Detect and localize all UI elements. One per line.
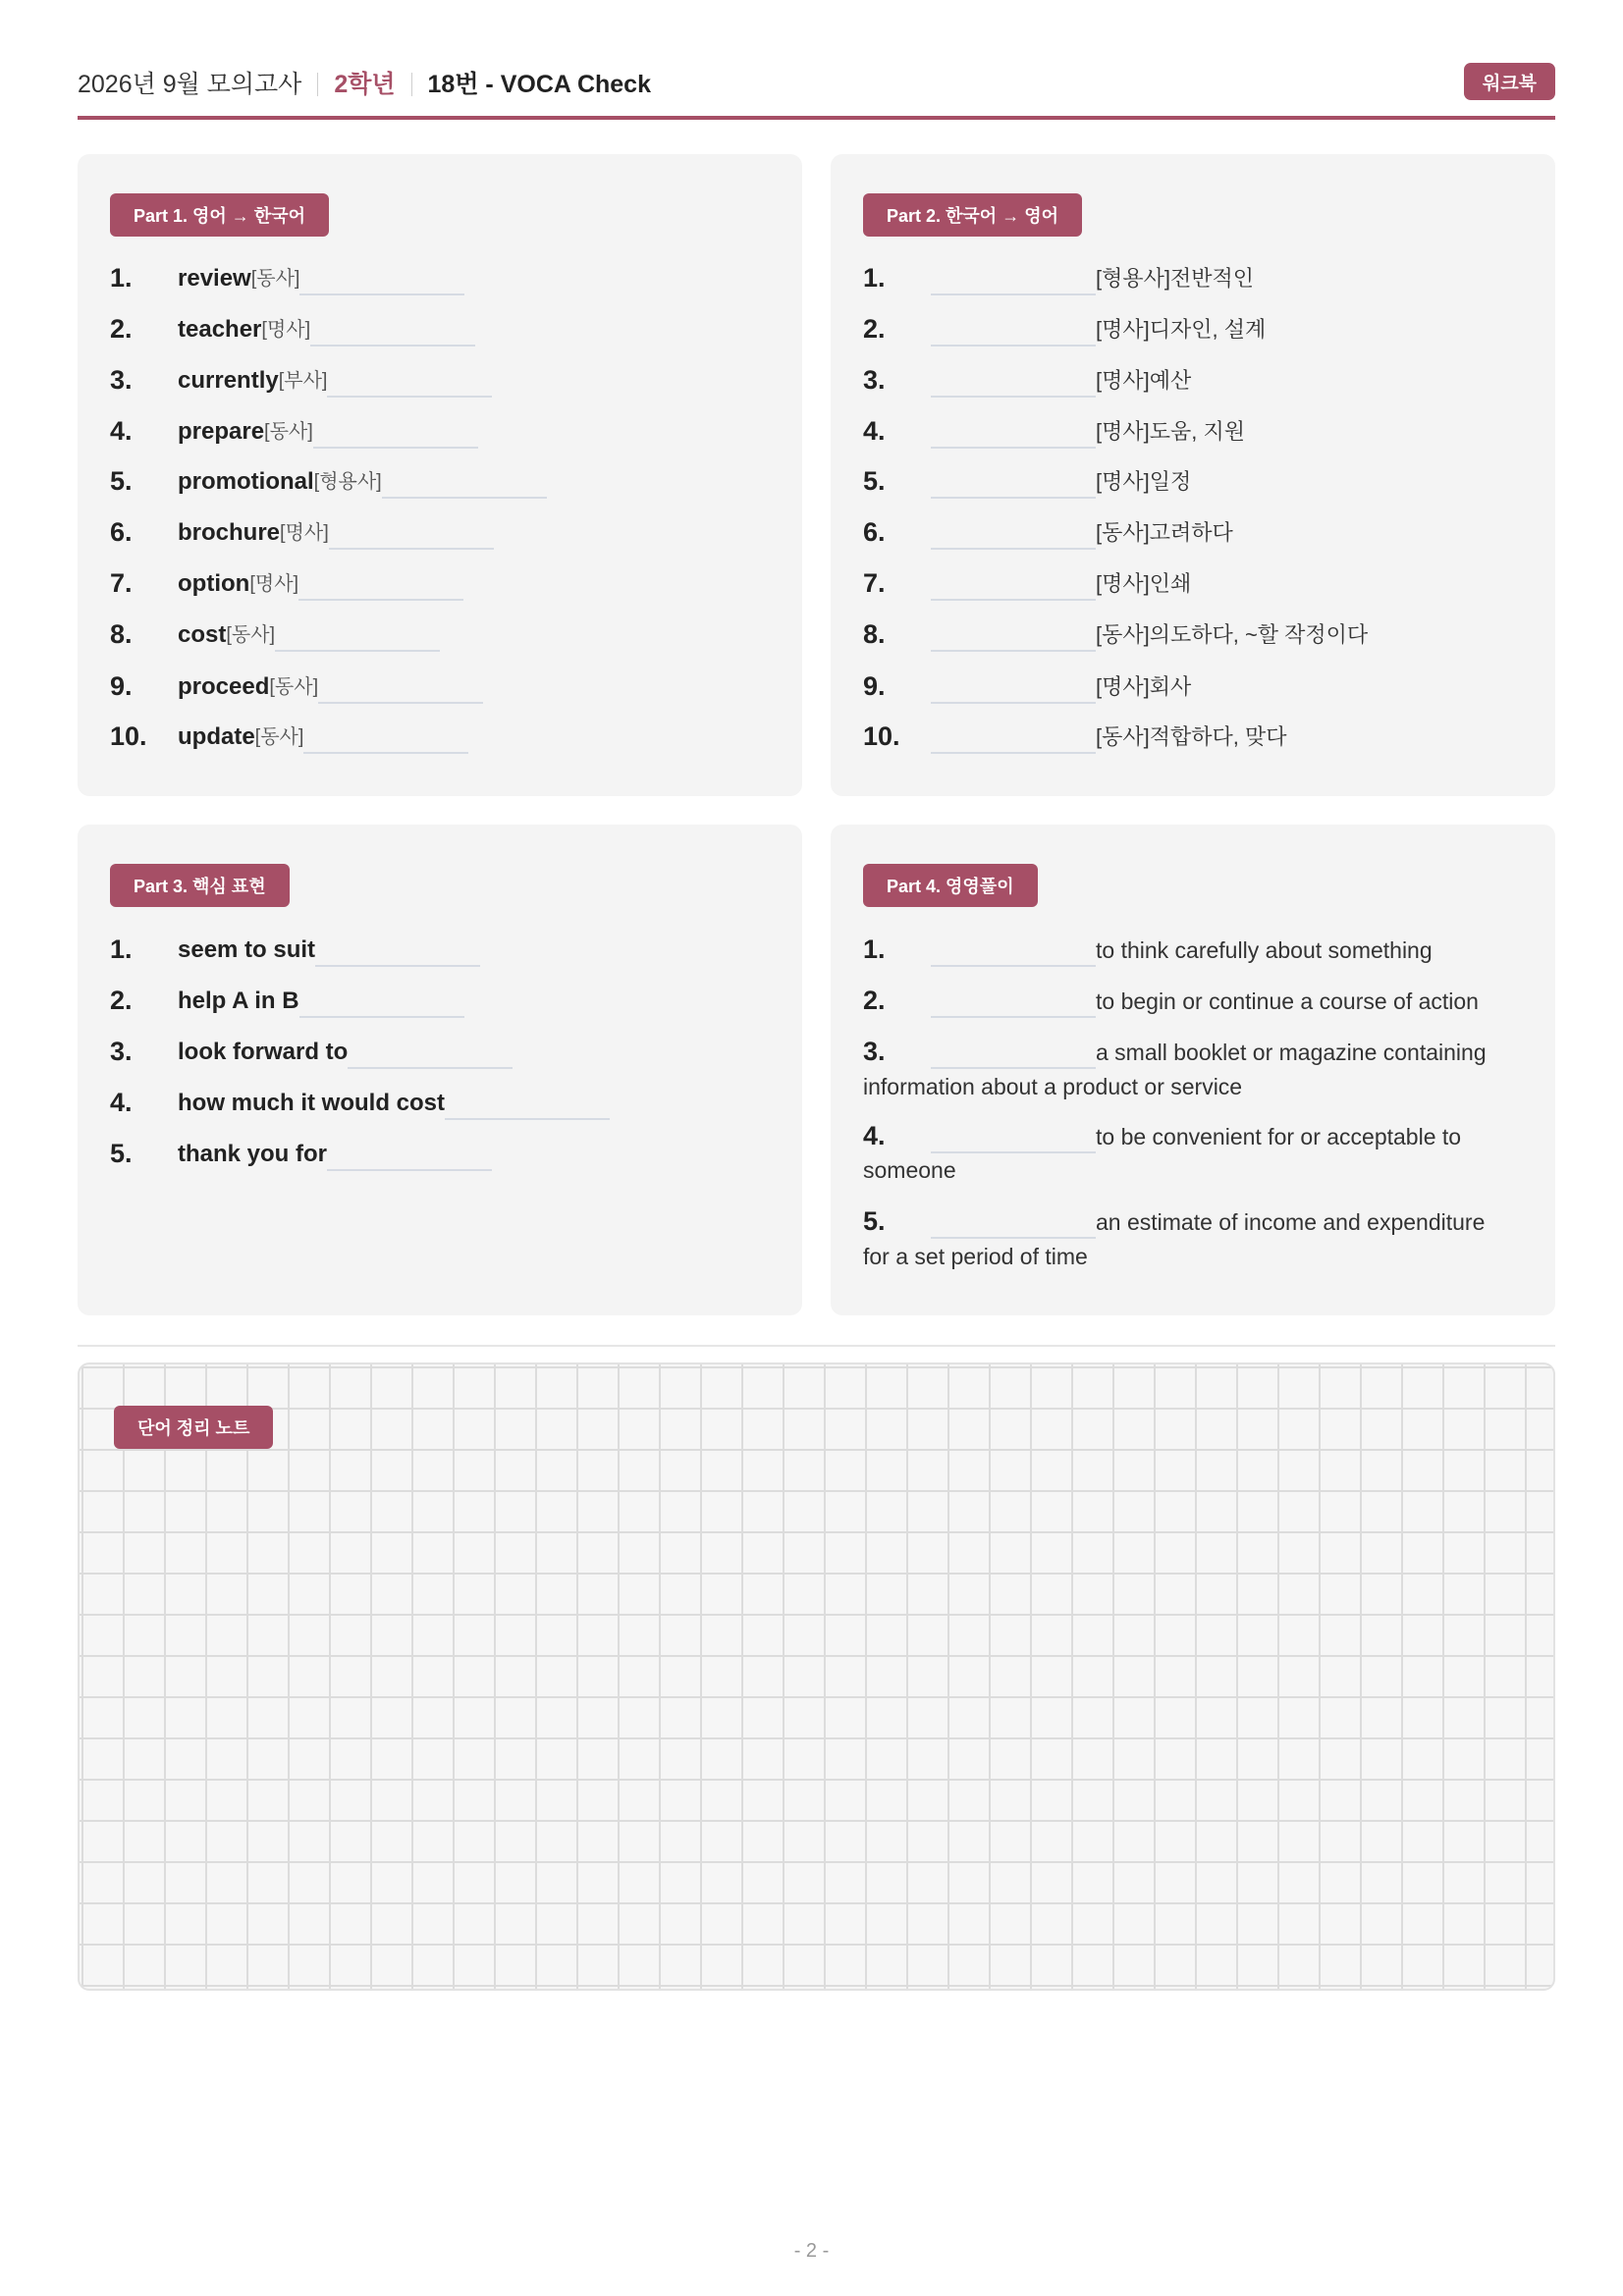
list-item bbox=[110, 613, 440, 652]
item-number: 6. bbox=[863, 517, 886, 547]
part4-tag: Part 4. 영영풀이 bbox=[863, 864, 1038, 907]
answer-blank[interactable] bbox=[298, 567, 463, 601]
answer-blank[interactable] bbox=[299, 985, 464, 1018]
answer-blank[interactable] bbox=[931, 465, 1096, 499]
item-number: 5. bbox=[863, 466, 886, 496]
item-number: 2. bbox=[863, 314, 886, 344]
part-of-speech: [동사] bbox=[264, 421, 313, 443]
list-item bbox=[110, 358, 492, 398]
item-number: 9. bbox=[863, 671, 886, 701]
answer-blank[interactable] bbox=[931, 1036, 1096, 1069]
list-item bbox=[110, 256, 464, 295]
item-number: 1. bbox=[863, 934, 886, 964]
list-item bbox=[110, 510, 494, 550]
item-number: 6. bbox=[110, 517, 133, 547]
definition-continued: for a set period of time bbox=[863, 1244, 1088, 1269]
answer-blank[interactable] bbox=[931, 415, 1096, 449]
answer-blank[interactable] bbox=[382, 465, 547, 499]
part2-card bbox=[831, 154, 1555, 796]
vocab-notes-grid[interactable] bbox=[78, 1362, 1555, 1991]
english-word: promotional bbox=[178, 468, 314, 495]
list-item bbox=[110, 928, 480, 967]
list-item bbox=[110, 1030, 513, 1069]
part-of-speech: [형용사] bbox=[313, 471, 382, 493]
list-item bbox=[863, 665, 1191, 704]
english-word: teacher bbox=[178, 316, 262, 343]
item-number: 8. bbox=[110, 619, 133, 649]
answer-blank[interactable] bbox=[931, 313, 1096, 347]
list-item bbox=[110, 979, 464, 1018]
header-rule bbox=[78, 116, 1555, 120]
page-number: - 2 - bbox=[793, 2240, 830, 2262]
answer-blank[interactable] bbox=[445, 1087, 610, 1120]
answer-blank[interactable] bbox=[315, 934, 480, 967]
english-word: proceed bbox=[178, 673, 270, 700]
korean-meaning: [동사]고려하다 bbox=[1096, 520, 1233, 545]
english-word: option bbox=[178, 570, 250, 597]
part1-tag: Part 1. 영어 → 한국어 bbox=[110, 193, 329, 237]
part3-tag: Part 3. 핵심 표현 bbox=[110, 864, 290, 907]
definition: a small booklet or magazine containing bbox=[1096, 1040, 1487, 1065]
part1-card bbox=[78, 154, 802, 796]
part-of-speech: [동사] bbox=[250, 268, 300, 290]
list-item bbox=[863, 613, 1368, 652]
answer-blank[interactable] bbox=[931, 516, 1096, 550]
page-header bbox=[78, 63, 1555, 122]
item-number: 8. bbox=[863, 619, 886, 649]
key-phrase: how much it would cost bbox=[178, 1090, 445, 1116]
definition: to think carefully about something bbox=[1096, 937, 1433, 963]
answer-blank[interactable] bbox=[931, 1205, 1096, 1239]
header-info bbox=[78, 65, 651, 104]
answer-blank[interactable] bbox=[318, 670, 483, 704]
definition: an estimate of income and expenditure bbox=[1096, 1209, 1486, 1235]
list-item bbox=[863, 715, 1286, 754]
list-item bbox=[863, 561, 1191, 601]
part4-card bbox=[831, 825, 1555, 1315]
list-item bbox=[863, 1200, 1485, 1239]
answer-blank[interactable] bbox=[299, 262, 464, 295]
definition-continued: information about a product or service bbox=[863, 1074, 1243, 1099]
part-of-speech: [부사] bbox=[278, 370, 328, 392]
answer-blank[interactable] bbox=[931, 721, 1096, 754]
list-item bbox=[863, 307, 1266, 347]
list-item bbox=[863, 928, 1433, 967]
english-word: review bbox=[178, 265, 251, 292]
korean-meaning: [명사]인쇄 bbox=[1096, 571, 1192, 596]
part-of-speech: [명사] bbox=[261, 319, 311, 341]
grade-label: 2학년 bbox=[334, 71, 396, 98]
list-item bbox=[863, 459, 1191, 499]
list-item bbox=[110, 307, 475, 347]
answer-blank[interactable] bbox=[931, 985, 1096, 1018]
korean-meaning: [명사]일정 bbox=[1096, 469, 1192, 494]
korean-meaning: [명사]회사 bbox=[1096, 674, 1192, 699]
notes-tag: 단어 정리 노트 bbox=[114, 1406, 273, 1449]
answer-blank[interactable] bbox=[313, 415, 478, 449]
answer-blank[interactable] bbox=[931, 364, 1096, 398]
item-number: 4. bbox=[110, 416, 133, 446]
item-number: 4. bbox=[863, 416, 886, 446]
list-item bbox=[110, 561, 463, 601]
list-item bbox=[863, 510, 1233, 550]
list-item bbox=[863, 979, 1479, 1018]
answer-blank[interactable] bbox=[275, 618, 440, 652]
part-of-speech: [명사] bbox=[249, 573, 299, 595]
item-number: 3. bbox=[110, 365, 133, 395]
answer-blank[interactable] bbox=[329, 516, 494, 550]
korean-meaning: [형용사]전반적인 bbox=[1096, 266, 1254, 291]
header-separator bbox=[317, 73, 318, 96]
part3-card bbox=[78, 825, 802, 1315]
key-phrase: look forward to bbox=[178, 1039, 349, 1065]
definition: to begin or continue a course of action bbox=[1096, 988, 1479, 1014]
answer-blank[interactable] bbox=[931, 618, 1096, 652]
list-item bbox=[863, 1114, 1461, 1153]
workbook-badge: 워크북 bbox=[1464, 63, 1555, 100]
list-item bbox=[110, 665, 483, 704]
section-divider bbox=[78, 1345, 1555, 1347]
exam-name: 2026년 9월 모의고사 bbox=[78, 71, 302, 98]
part-of-speech: [동사] bbox=[226, 624, 276, 646]
item-number: 10. bbox=[110, 721, 147, 751]
list-item bbox=[110, 459, 547, 499]
english-word: cost bbox=[178, 621, 227, 648]
key-phrase: seem to suit bbox=[178, 936, 316, 963]
key-phrase: help A in B bbox=[178, 988, 299, 1014]
list-item bbox=[110, 409, 478, 449]
answer-blank[interactable] bbox=[931, 670, 1096, 704]
item-number: 1. bbox=[110, 263, 133, 293]
answer-blank[interactable] bbox=[931, 934, 1096, 967]
part-of-speech: [명사] bbox=[280, 522, 329, 544]
list-item bbox=[110, 715, 468, 754]
item-number: 1. bbox=[110, 934, 133, 964]
item-number: 2. bbox=[110, 986, 133, 1015]
answer-blank[interactable] bbox=[327, 1138, 492, 1171]
part-of-speech: [동사] bbox=[254, 726, 304, 748]
korean-meaning: [동사]적합하다, 맞다 bbox=[1096, 724, 1287, 749]
page-title: 18번 - VOCA Check bbox=[427, 71, 651, 98]
item-number: 1. bbox=[863, 263, 886, 293]
list-item bbox=[863, 358, 1191, 398]
definition: to be convenient for or acceptable to bbox=[1096, 1124, 1462, 1149]
item-number: 4. bbox=[863, 1121, 886, 1150]
list-item bbox=[110, 1132, 492, 1171]
english-word: prepare bbox=[178, 418, 265, 445]
item-number: 7. bbox=[110, 568, 133, 598]
part2-tag: Part 2. 한국어 → 영어 bbox=[863, 193, 1082, 237]
item-number: 3. bbox=[863, 365, 886, 395]
answer-blank[interactable] bbox=[327, 364, 492, 398]
item-number: 9. bbox=[110, 671, 133, 701]
item-number: 4. bbox=[110, 1088, 133, 1117]
item-number: 2. bbox=[110, 314, 133, 344]
definition-continued: someone bbox=[863, 1157, 956, 1183]
list-item bbox=[110, 1081, 610, 1120]
list-item bbox=[863, 256, 1254, 295]
english-word: brochure bbox=[178, 519, 281, 546]
list-item bbox=[863, 1030, 1487, 1069]
answer-blank[interactable] bbox=[348, 1036, 513, 1069]
answer-blank[interactable] bbox=[931, 262, 1096, 295]
answer-blank[interactable] bbox=[310, 313, 475, 347]
korean-meaning: [동사]의도하다, ~할 작정이다 bbox=[1096, 622, 1369, 647]
header-separator bbox=[411, 73, 412, 96]
item-number: 5. bbox=[110, 1139, 133, 1168]
list-item bbox=[863, 409, 1245, 449]
answer-blank[interactable] bbox=[303, 721, 468, 754]
english-word: currently bbox=[178, 367, 279, 394]
item-number: 3. bbox=[863, 1037, 886, 1066]
item-number: 7. bbox=[863, 568, 886, 598]
item-number: 3. bbox=[110, 1037, 133, 1066]
answer-blank[interactable] bbox=[931, 567, 1096, 601]
key-phrase: thank you for bbox=[178, 1141, 328, 1167]
item-number: 10. bbox=[863, 721, 900, 751]
item-number: 5. bbox=[863, 1206, 886, 1236]
korean-meaning: [명사]도움, 지원 bbox=[1096, 419, 1245, 444]
korean-meaning: [명사]예산 bbox=[1096, 368, 1192, 393]
english-word: update bbox=[178, 723, 255, 750]
answer-blank[interactable] bbox=[931, 1120, 1096, 1153]
part-of-speech: [동사] bbox=[269, 676, 319, 698]
korean-meaning: [명사]디자인, 설계 bbox=[1096, 317, 1267, 342]
item-number: 5. bbox=[110, 466, 133, 496]
item-number: 2. bbox=[863, 986, 886, 1015]
